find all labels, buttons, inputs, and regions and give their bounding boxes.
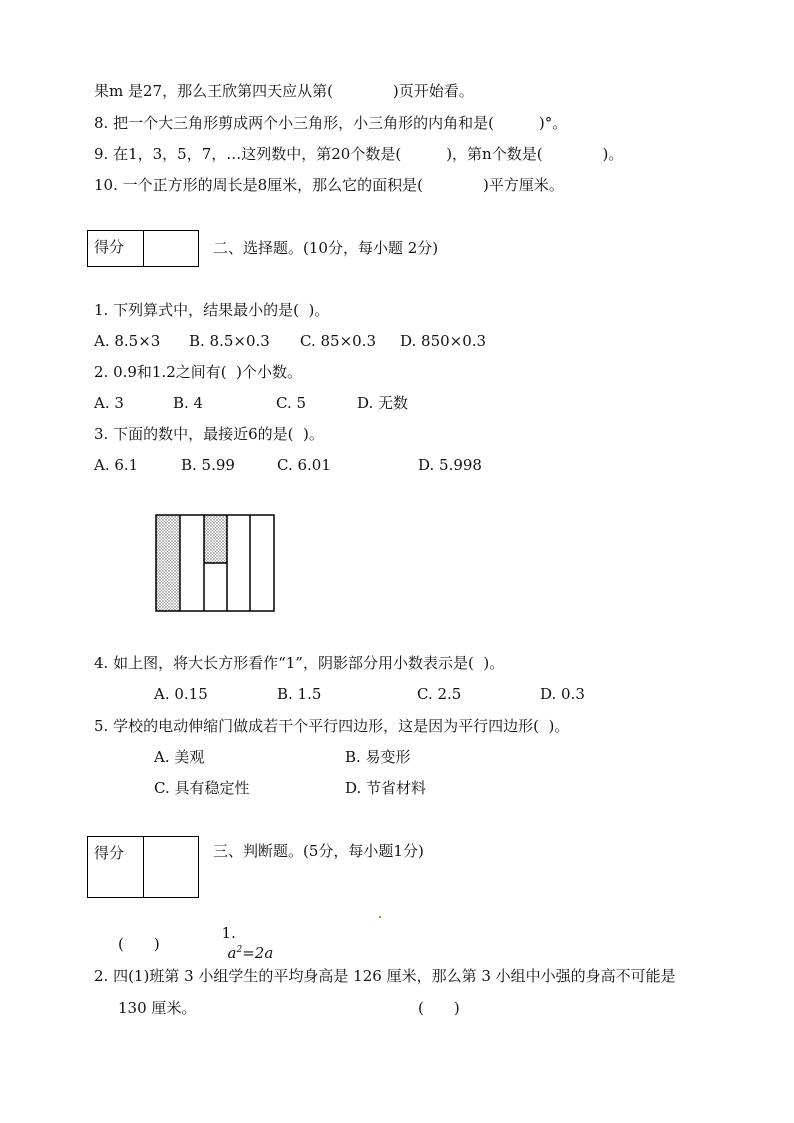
s2-q1-option-c: C. 85×0.3 <box>300 332 376 350</box>
question-8: 8. 把一个大三角形剪成两个小三角形，小三角形的内角和是( )°。 <box>94 114 568 132</box>
question-10: 10. 一个正方形的周长是8厘米，那么它的面积是( )平方厘米。 <box>94 176 564 194</box>
score-box-section-3 <box>87 836 199 898</box>
s2-q5-option-d: D. 节省材料 <box>345 779 427 797</box>
s2-q3-option-b: B. 5.99 <box>181 456 235 474</box>
s2-q3-option-d: D. 5.998 <box>418 456 482 474</box>
s3-q1-formula: $a^2=2a$ <box>227 944 274 962</box>
s2-question-1: 1. 下列算式中，结果最小的是( )。 <box>94 301 330 319</box>
s2-q5-option-b: B. 易变形 <box>345 748 411 766</box>
score-divider <box>143 837 144 897</box>
question-9: 9. 在1，3，5，7，…这列数中，第20个数是( )，第n个数是( )。 <box>94 145 624 163</box>
s2-question-4: 4. 如上图，将大长方形看作“1”，阴影部分用小数表示是( )。 <box>94 654 505 672</box>
s2-q3-option-c: C. 6.01 <box>277 456 331 474</box>
s2-q1-option-a: A. 8.5×3 <box>94 332 161 350</box>
s2-q2-option-b: B. 4 <box>173 394 204 412</box>
s2-q4-option-a: A. 0.15 <box>154 685 208 703</box>
decorative-dot <box>379 916 381 918</box>
s2-question-3: 3. 下面的数中，最接近6的是( )。 <box>94 425 324 443</box>
s2-question-2: 2. 0.9和1.2之间有( )个小数。 <box>94 363 303 381</box>
s3-q1-answer-paren: ( ) <box>118 935 160 953</box>
section-2-title: 二、选择题。(10分，每小题 2分) <box>213 239 439 257</box>
s3-question-2-line-1: 2. 四(1)班第 3 小组学生的平均身高是 126 厘米，那么第 3 小组中小强的身高不可能是 <box>94 967 676 985</box>
s3-question-1 <box>212 903 273 963</box>
s3-question-2-line-2: 130 厘米。 <box>118 999 197 1017</box>
s3-q1-number: 1. <box>221 924 236 942</box>
s2-q4-option-d: D. 0.3 <box>540 685 585 703</box>
s2-q5-option-c: C. 具有稳定性 <box>154 779 250 797</box>
intro-continuation: 果m 是27，那么王欣第四天应从第( )页开始看。 <box>94 82 474 100</box>
score-label: 得分 <box>94 238 125 256</box>
s2-q4-option-c: C. 2.5 <box>417 685 462 703</box>
s2-q5-option-a: A. 美观 <box>154 748 205 766</box>
s2-question-5: 5. 学校的电动伸缩门做成若干个平行四边形，这是因为平行四边形( )。 <box>94 717 570 735</box>
s2-q2-option-d: D. 无数 <box>357 394 409 412</box>
shaded-column <box>156 515 180 611</box>
score-label: 得分 <box>94 844 125 862</box>
s3-q2-answer-paren: ( ) <box>418 999 460 1017</box>
s2-q1-option-b: B. 8.5×0.3 <box>189 332 270 350</box>
shaded-half-column <box>204 515 227 563</box>
s2-q4-option-b: B. 1.5 <box>277 685 322 703</box>
s2-q1-option-d: D. 850×0.3 <box>400 332 487 350</box>
s2-q2-option-c: C. 5 <box>276 394 307 412</box>
section-3-title: 三、判断题。(5分，每小题1分) <box>213 842 424 860</box>
s2-q2-option-a: A. 3 <box>94 394 124 412</box>
s2-q3-option-a: A. 6.1 <box>94 456 139 474</box>
